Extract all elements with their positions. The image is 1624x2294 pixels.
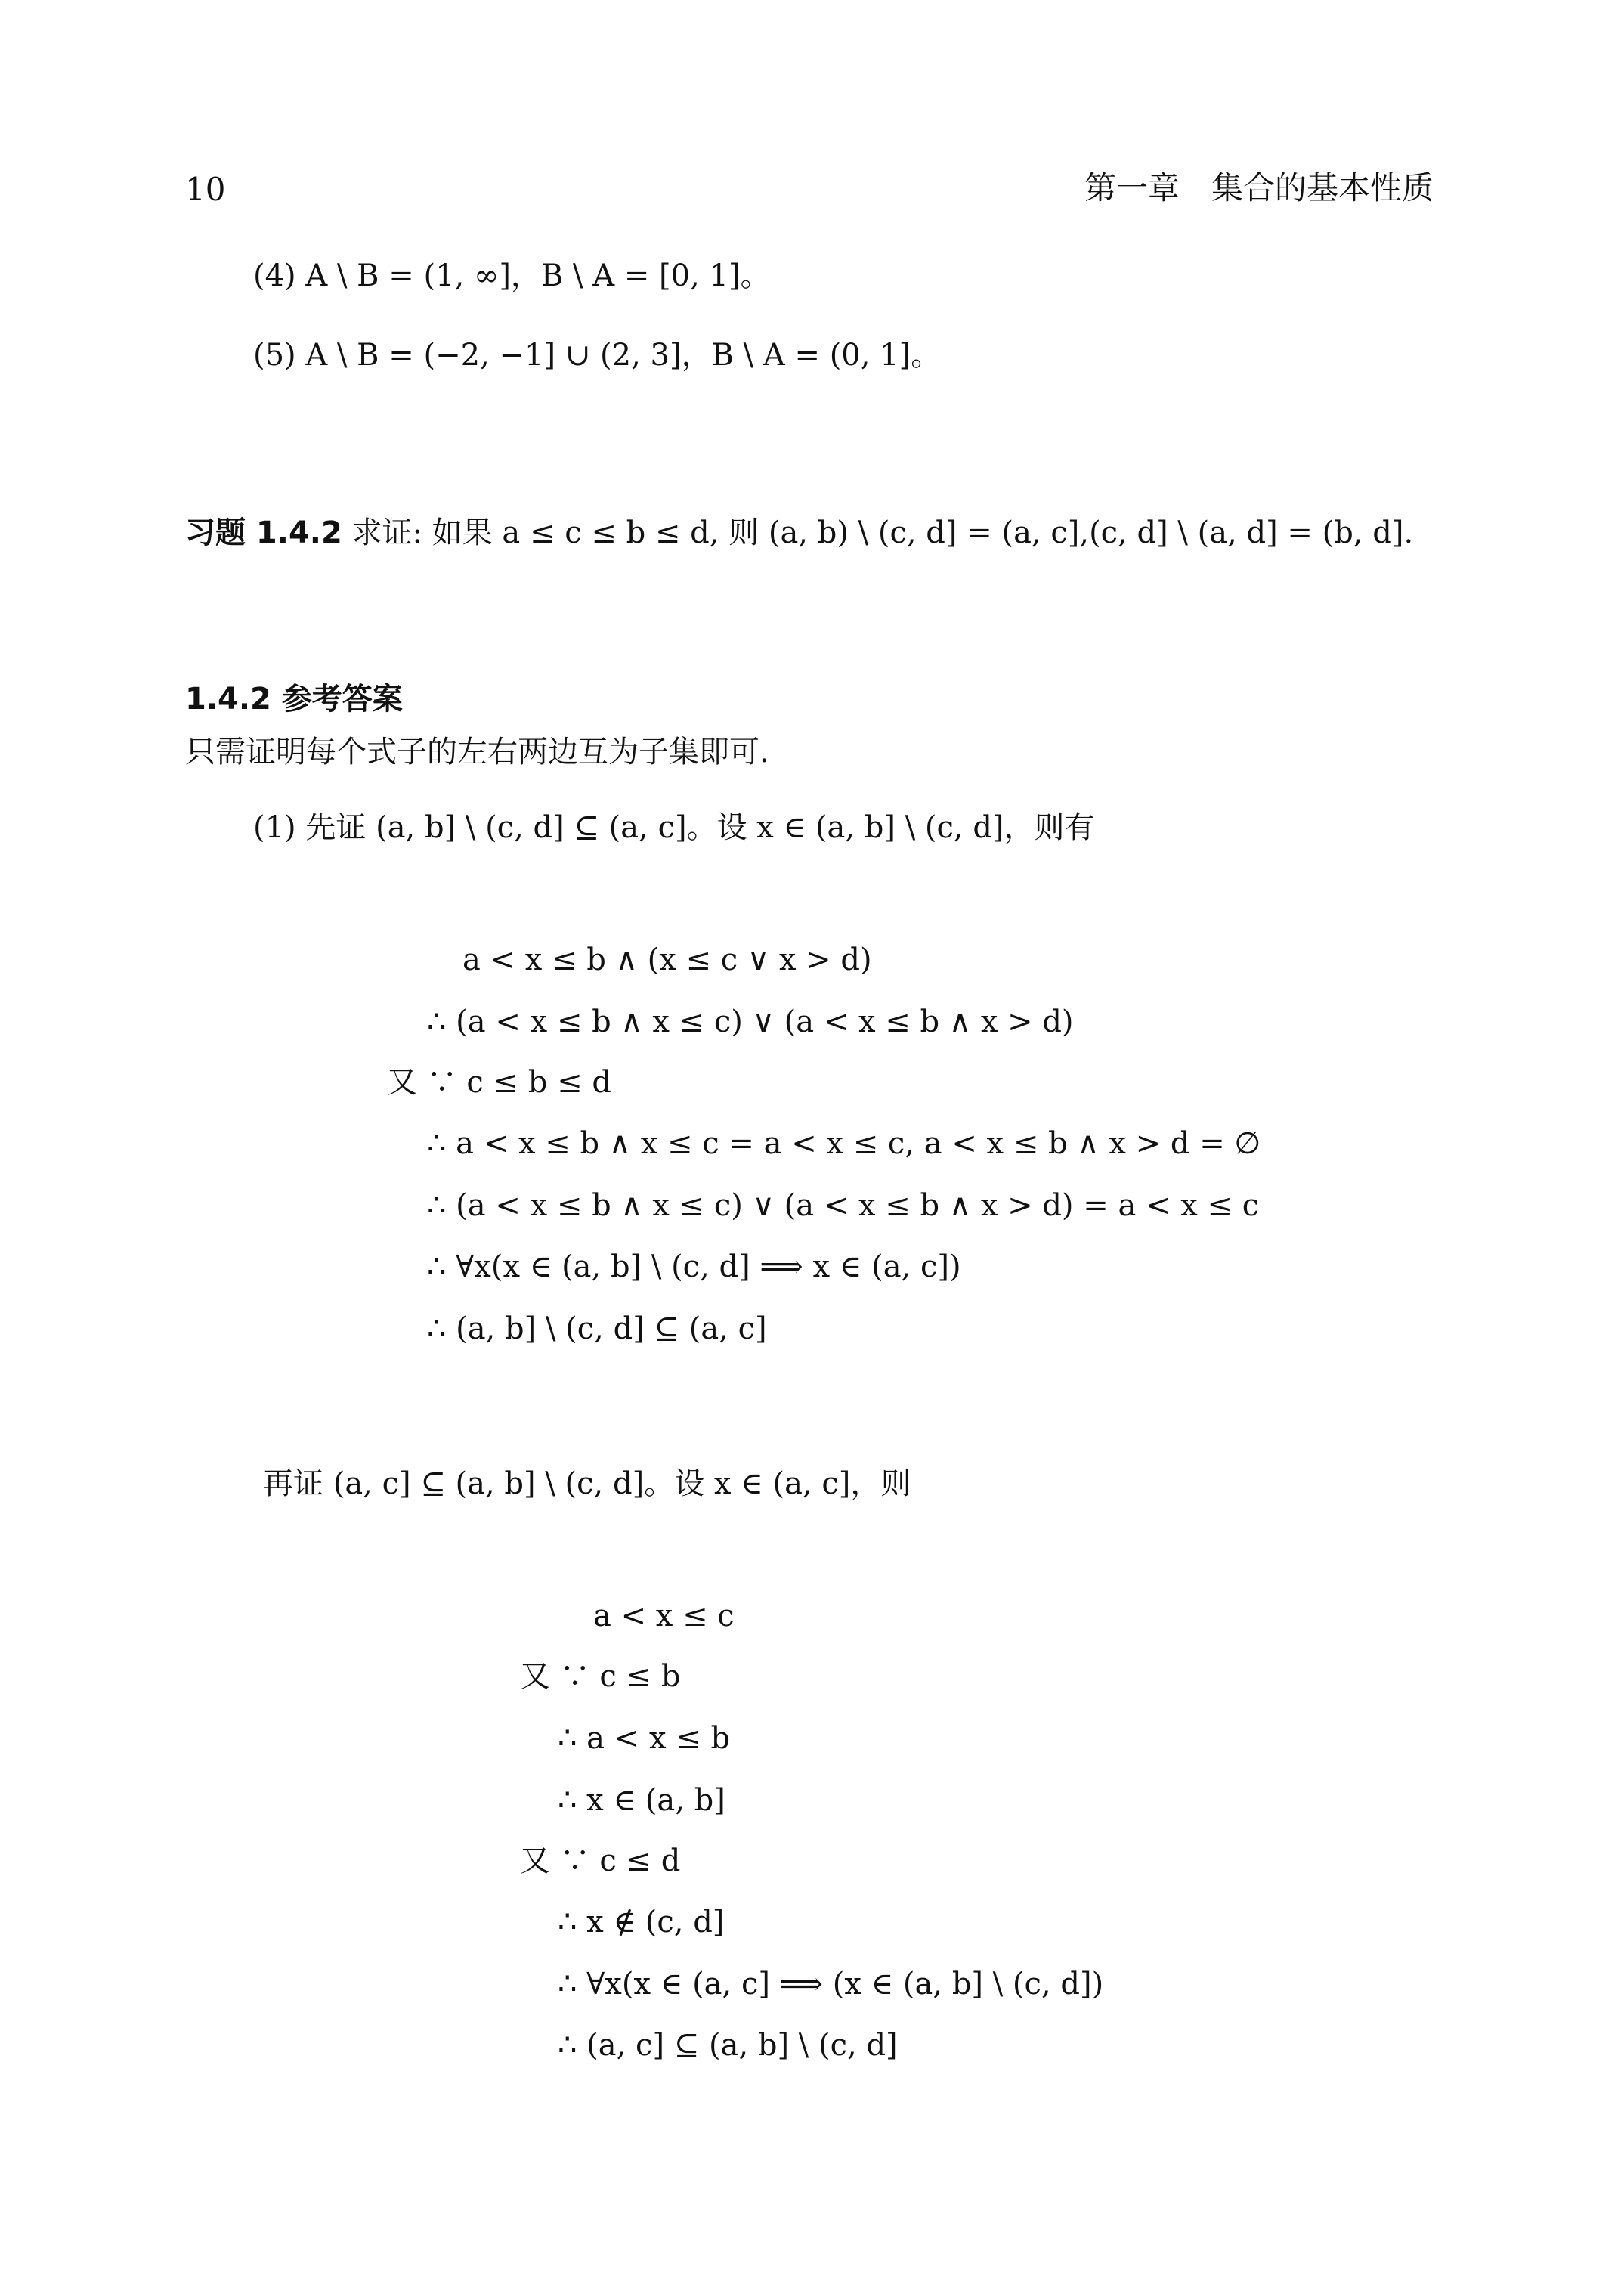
proof-line: ∴ x ∈ (a, b] [558, 1783, 725, 1818]
proof-line: ∴ ∀x(x ∈ (a, c] ⟹ (x ∈ (a, b] \ (c, d]) [558, 1967, 1104, 2001]
proof-line: ∴ x ∉ (c, d] [558, 1905, 725, 1940]
proof-line: ∴ a < x ≤ b ∧ x ≤ c = a < x ≤ c, a < x ≤ b ∧ x > d = ∅ [427, 1126, 1261, 1161]
proof-line: 又 ∵ c ≤ d [520, 1844, 681, 1878]
proof-line: ∴ (a, b] \ (c, d] ⊆ (a, c] [427, 1311, 767, 1346]
part2-intro: 再证 (a, c] ⊆ (a, b] \ (c, d]。设 x ∈ (a, c]，则 [263, 1466, 911, 1501]
proof-line: 又 ∵ c ≤ b ≤ d [387, 1065, 611, 1100]
answer-heading: 1.4.2 参考答案 [185, 682, 403, 717]
proof-line: ∴ (a < x ≤ b ∧ x ≤ c) ∨ (a < x ≤ b ∧ x > d) [427, 1005, 1074, 1039]
proof-line: a < x ≤ b ∧ (x ≤ c ∨ x > d) [462, 943, 872, 977]
proof-line: 又 ∵ c ≤ b [520, 1659, 681, 1694]
proof-line: ∴ ∀x(x ∈ (a, b] \ (c, d] ⟹ x ∈ (a, c]) [427, 1249, 961, 1284]
part1-intro: (1) 先证 (a, b] \ (c, d] ⊆ (a, c]。设 x ∈ (a, b] \ (c, d]，则有 [253, 810, 1095, 845]
page-number: 10 [185, 171, 226, 208]
exercise-label: 习题 1.4.2 [185, 515, 342, 550]
proof-line: ∴ (a, c] ⊆ (a, b] \ (c, d] [558, 2028, 898, 2063]
exercise [185, 515, 1414, 550]
list-item: (4) A \ B = (1, ∞]，B \ A = [0, 1]。 [253, 259, 771, 293]
chapter-title: 第一章 集合的基本性质 [1084, 169, 1434, 206]
answer-intro: 只需证明每个式子的左右两边互为子集即可. [185, 735, 769, 769]
list-item: (5) A \ B = (−2, −1] ∪ (2, 3]，B \ A = (0, 1]。 [253, 338, 942, 373]
proof-line: a < x ≤ c [593, 1599, 735, 1633]
proof-line: ∴ a < x ≤ b [558, 1721, 731, 1756]
proof-line: ∴ (a < x ≤ b ∧ x ≤ c) ∨ (a < x ≤ b ∧ x > d) = a < x ≤ c [427, 1188, 1260, 1223]
exercise-text: 求证: 如果 a ≤ c ≤ b ≤ d, 则 (a, b) \ (c, d] = (a, c],(c, d] \ (a, d] = (b, d]. [342, 515, 1414, 550]
